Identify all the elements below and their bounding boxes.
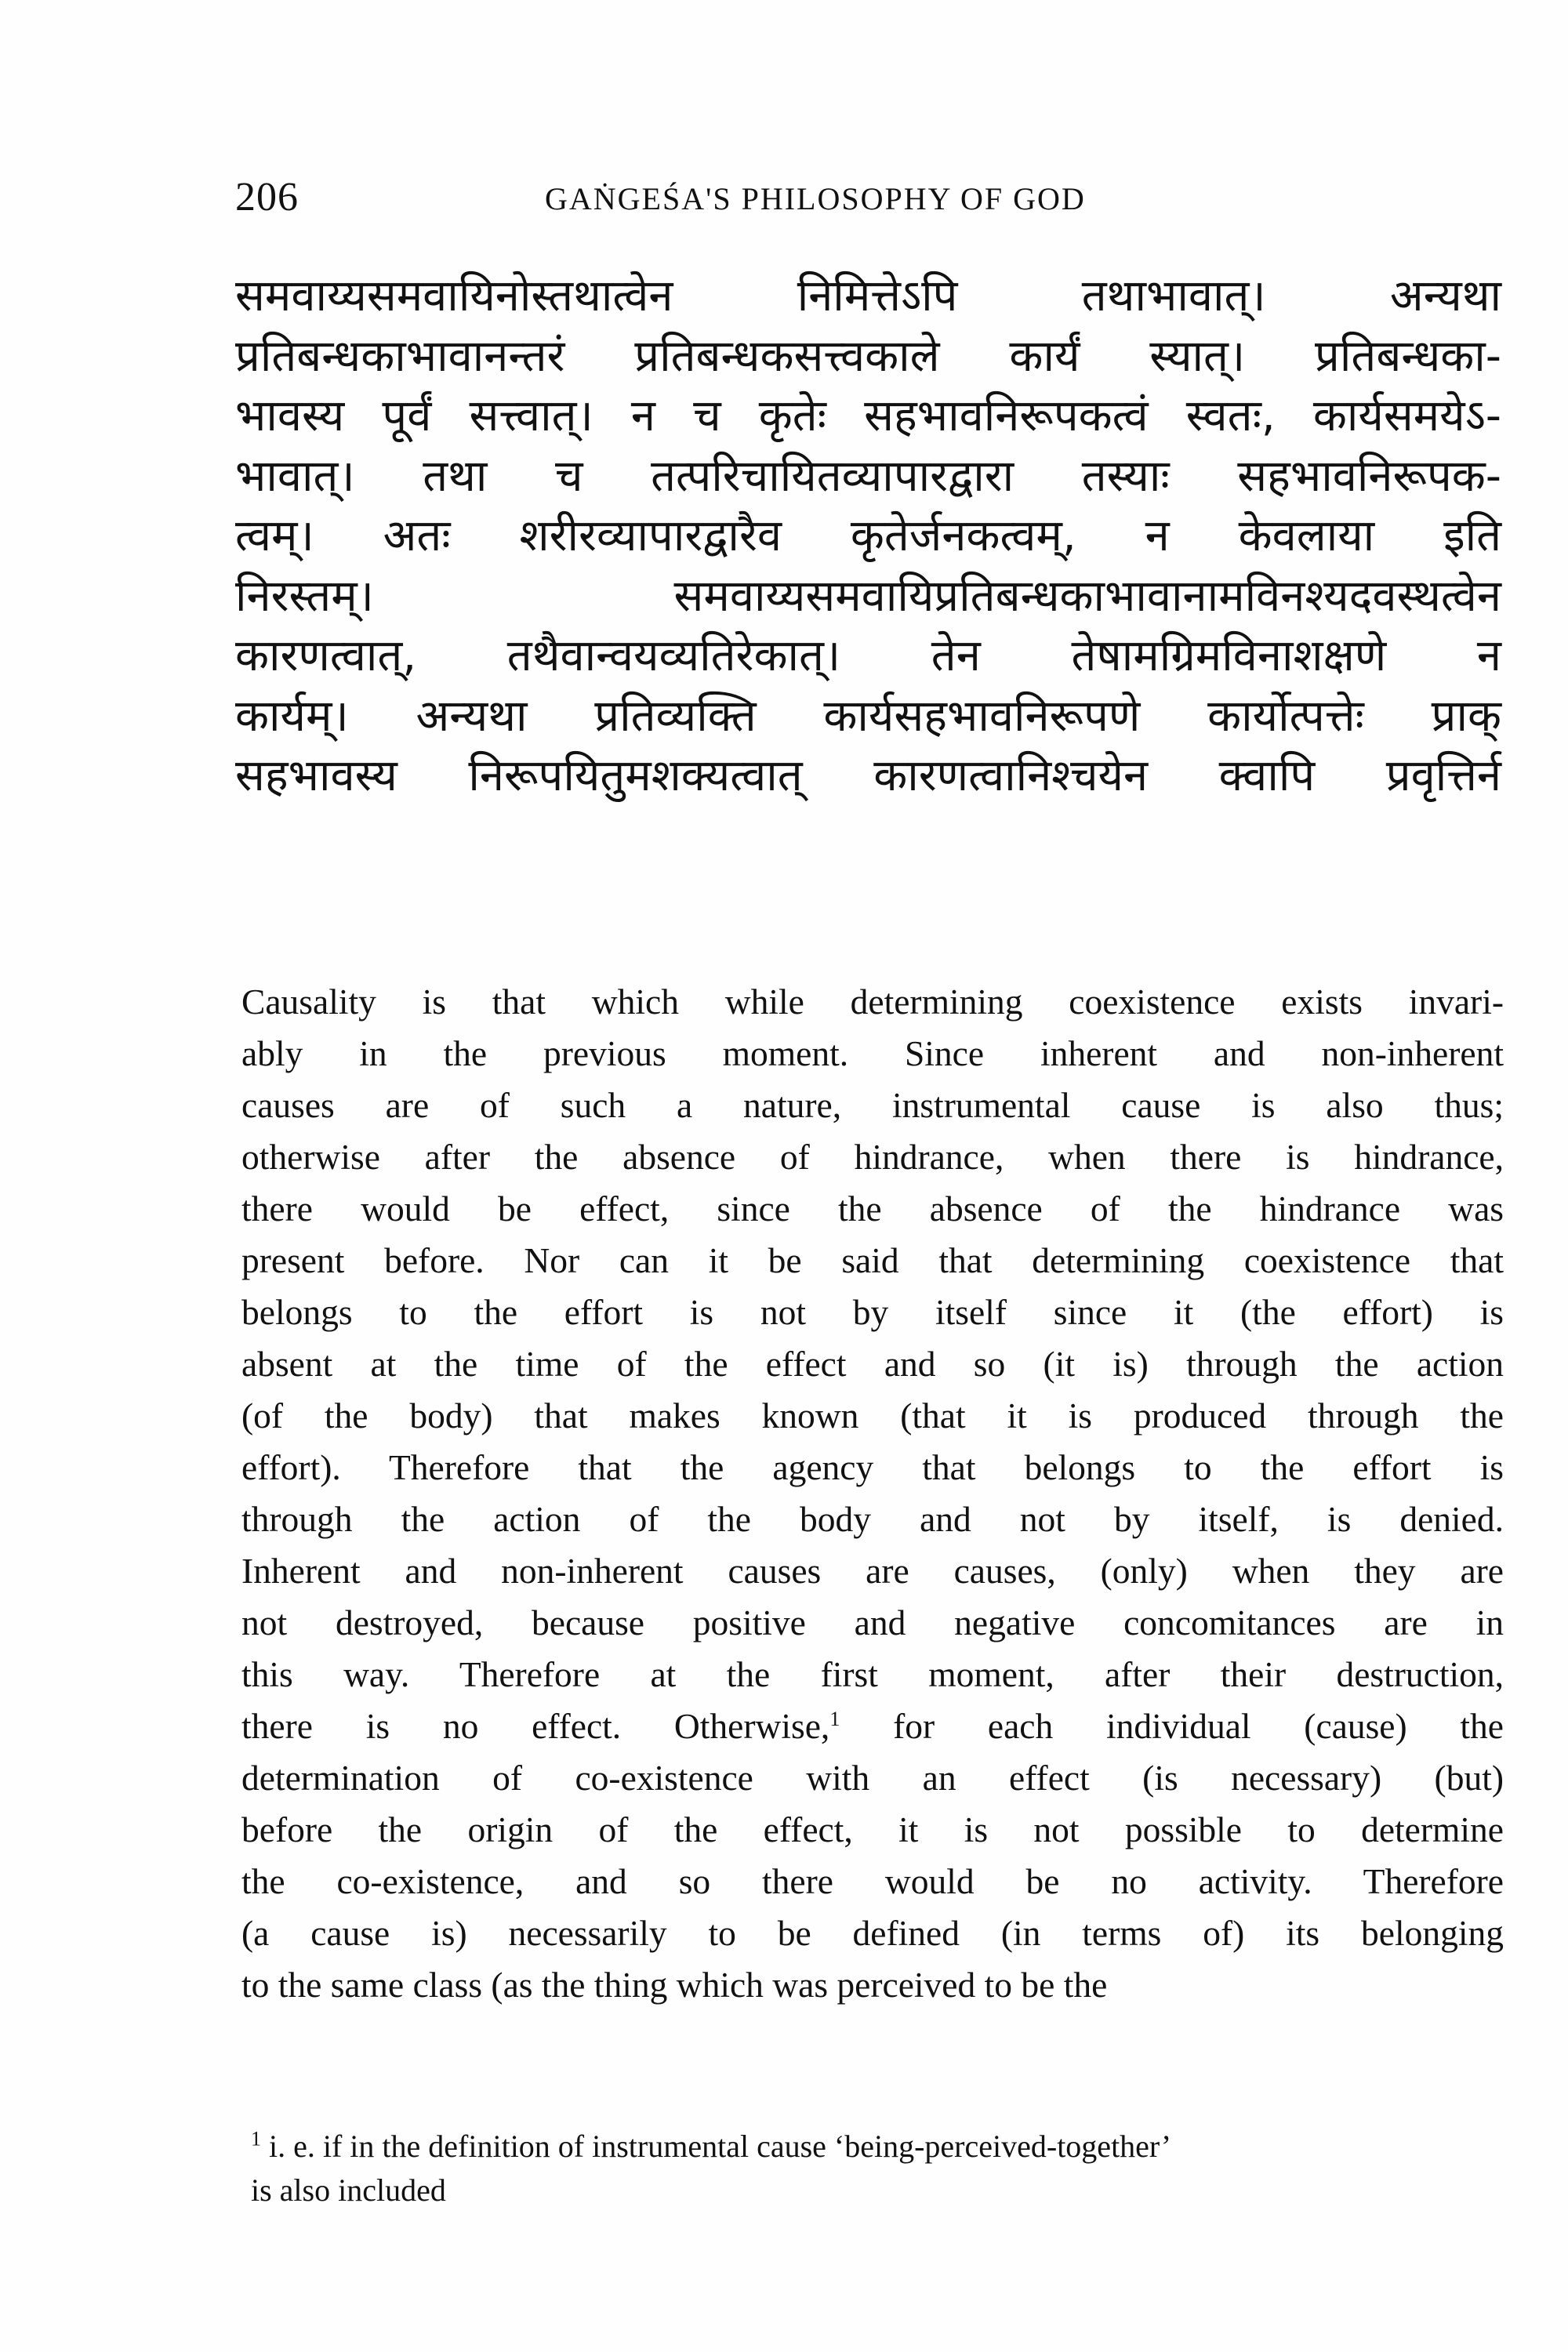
sanskrit-line: निरस्तम्। समवाय्यसमवायिप्रतिबन्धकाभावानामविनश्यदवस्थत्वेन [235, 570, 1501, 622]
translation-line: determination of co-existence with an effect (is necessary) (but) [241, 1758, 1504, 1798]
translation-line: before the origin of the effect, it is not possible to determine [241, 1809, 1504, 1849]
sanskrit-line: कारणत्वात्, तथैवान्वयव्यतिरेकात्। तेन तेषामग्रिमविनाशक्षणे न [235, 630, 1501, 681]
sanskrit-line: प्रतिबन्धकाभावानन्तरं प्रतिबन्धकसत्त्वकाले कार्यं स्यात्। प्रतिबन्धका- [235, 330, 1501, 382]
page-number: 206 [235, 175, 299, 220]
translation-line: otherwise after the absence of hindrance, when there is hindrance, [241, 1137, 1504, 1177]
translation-line: absent at the time of the effect and so (it is) through the action [241, 1344, 1504, 1384]
sanskrit-line: भावस्य पूर्वं सत्त्वात्। न च कृतेः सहभावनिरूपकत्वं स्वतः, कार्यसमयेऽ- [235, 390, 1501, 441]
sanskrit-line: भावात्। तथा च तत्परिचायितव्यापारद्वारा तस्याः सहभावनिरूपक- [235, 450, 1501, 502]
footnote-text: i. e. if in the definition of instrumental cause ‘being-perceived-together’ [269, 2129, 1172, 2164]
translation-line-end: for each individual (cause) the [893, 1706, 1504, 1746]
sanskrit-line: त्वम्। अतः शरीरव्यापारद्वारैव कृतेर्जनकत्वम्, न केवलाया इति [235, 510, 1501, 561]
translation-line: ably in the previous moment. Since inherent and non-inherent [241, 1033, 1504, 1073]
translation-line-start: there is no effect. Otherwise, [241, 1706, 830, 1746]
sanskrit-passage [235, 267, 1501, 807]
footnote-line: is also included [251, 2172, 446, 2208]
translation-line: effort). Therefore that the agency that belongs to the effort is [241, 1447, 1504, 1487]
running-title: GAṄGEŚA'S PHILOSOPHY OF GOD [545, 181, 1086, 216]
footnote-line [251, 2125, 1505, 2169]
page-header [235, 174, 1348, 237]
translation-line: not destroyed, because positive and negative concomitances are in [241, 1602, 1504, 1642]
translation-line: Inherent and non-inherent causes are causes, (only) when they are [241, 1551, 1504, 1591]
translation-line-with-footnote [241, 1700, 1504, 1752]
translation-line: (of the body) that makes known (that it is produced through the [241, 1396, 1504, 1436]
sanskrit-line: समवाय्यसमवायिनोस्तथात्वेन निमित्तेऽपि तथाभावात्। अन्यथा [235, 270, 1501, 321]
translation-line: to the same class (as the thing which was perceived to be the [241, 1965, 1108, 2005]
translation-line: causes are of such a nature, instrumental cause is also thus; [241, 1085, 1504, 1125]
translation-line: this way. Therefore at the first moment, after their destruction, [241, 1654, 1504, 1694]
translation-line: present before. Nor can it be said that determining coexistence that [241, 1240, 1504, 1280]
translation-line: belongs to the effort is not by itself since it (the effort) is [241, 1292, 1504, 1332]
footnote [251, 2125, 1505, 2212]
footnote-marker: 1 [251, 2127, 261, 2151]
sanskrit-line: सहभावस्य निरूपयितुमशक्यत्वात् कारणत्वानिश्चयेन क्वापि प्रवृत्तिर्न [235, 750, 1501, 801]
translation-line: the co-existence, and so there would be no activity. Therefore [241, 1861, 1504, 1901]
translation-line: there would be effect, since the absence of the hindrance was [241, 1189, 1504, 1229]
sanskrit-line: कार्यम्। अन्यथा प्रतिव्यक्ति कार्यसहभावनिरूपणे कार्योत्पत्तेः प्राक् [235, 690, 1501, 742]
translation-line: Causality is that which while determining coexistence exists invari- [241, 982, 1504, 1022]
footnote-reference[interactable]: 1 [829, 1707, 840, 1730]
english-translation [241, 976, 1504, 2011]
translation-line: through the action of the body and not by itself, is denied. [241, 1499, 1504, 1539]
translation-line: (a cause is) necessarily to be defined (in terms of) its belonging [241, 1913, 1504, 1953]
